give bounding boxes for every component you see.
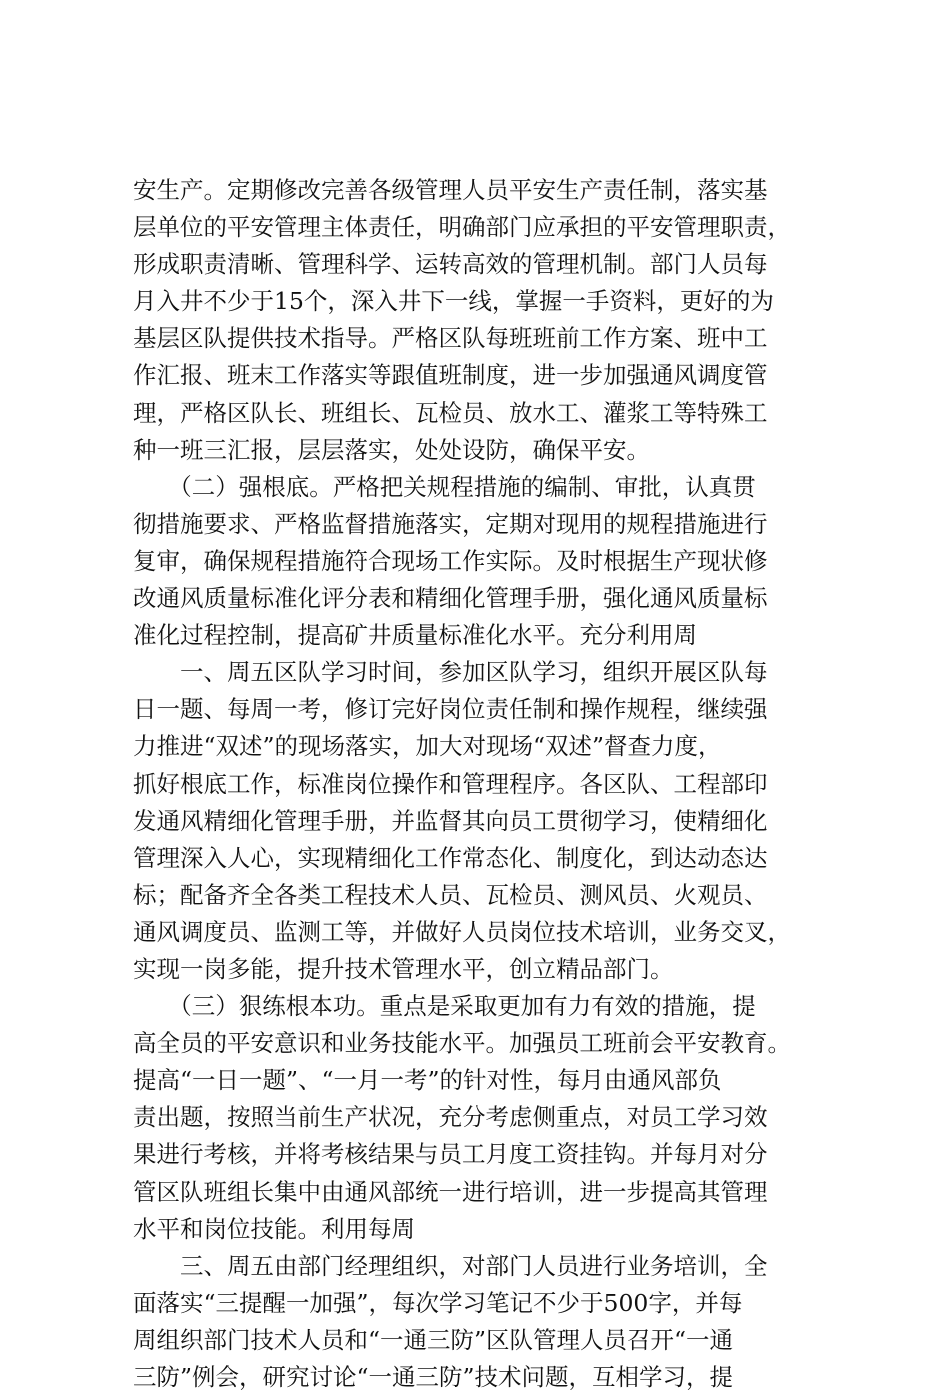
text-line: 理，严格区队长、班组长、瓦检员、放水工、灌浆工等特殊工 (133, 398, 768, 427)
text-line: 种一班三汇报，层层落实，处处设防，确保平安。 (133, 435, 650, 464)
text-line: 形成职责清晰、管理科学、运转高效的管理机制。部门人员每 (133, 250, 768, 279)
text-line: 一、周五区队学习时间，参加区队学习，组织开展区队每 (133, 658, 768, 687)
text-line: 提高“一日一题”、“一月一考”的针对性，每月由通风部负 (133, 1066, 722, 1095)
text-line: 果进行考核，并将考核结果与员工月度工资挂钩。并每月对分 (133, 1140, 768, 1169)
text-line: 基层区队提供技术指导。严格区队每班班前工作方案、班中工 (133, 324, 768, 353)
text-line: 标；配备齐全各类工程技术人员、瓦检员、测风员、火观员、 (133, 880, 768, 909)
text-line: 层单位的平安管理主体责任，明确部门应承担的平安管理职责， (133, 213, 791, 242)
text-line: 三防”例会，研究讨论“一通三防”技术问题，互相学习，提 (133, 1363, 734, 1391)
text-line: 作汇报、班末工作落实等跟值班制度，进一步加强通风调度管 (133, 361, 768, 390)
text-line: 准化过程控制，提高矿井质量标准化水平。充分利用周 (133, 621, 697, 650)
text-line: 月入井不少于15个，深入井下一线，掌握一手资料，更好的为 (133, 287, 774, 316)
text-line: 水平和岗位技能。利用每周 (133, 1214, 415, 1243)
text-line: 面落实“三提醒一加强”，每次学习笔记不少于500字，并每 (133, 1288, 743, 1317)
text-line: 发通风精细化管理手册，并监督其向员工贯彻学习，使精细化 (133, 806, 768, 835)
document-body (133, 172, 823, 1396)
text-line: 安生产。定期修改完善各级管理人员平安生产责任制，落实基 (133, 176, 768, 204)
text-line: 管理深入人心，实现精细化工作常态化、制度化，到达动态达 (133, 843, 768, 872)
text-line: 高全员的平安意识和业务技能水平。加强员工班前会平安教育。 (133, 1029, 791, 1058)
text-line: 通风调度员、监测工等，并做好人员岗位技术培训，业务交叉， (133, 917, 791, 946)
text-line: 周组织部门技术人员和“一通三防”区队管理人员召开“一通 (133, 1325, 734, 1354)
text-line: 改通风质量标准化评分表和精细化管理手册，强化通风质量标 (133, 584, 768, 613)
text-line: 复审，确保规程措施符合现场工作实际。及时根据生产现状修 (133, 546, 768, 575)
text-line: 力推进“双述”的现场落实，加大对现场“双述”督查力度， (133, 732, 722, 761)
text-line: 三、周五由部门经理组织，对部门人员进行业务培训，全 (133, 1251, 768, 1280)
text-line: 责出题，按照当前生产状况，充分考虑侧重点，对员工学习效 (133, 1103, 768, 1132)
text-line: 日一题、每周一考，修订完好岗位责任制和操作规程，继续强 (133, 695, 768, 724)
text-line: 彻措施要求、严格监督措施落实，定期对现用的规程措施进行 (133, 509, 768, 538)
text-line: （三）狠练根本功。重点是采取更加有力有效的措施，提 (133, 992, 756, 1021)
text-line: 管区队班组长集中由通风部统一进行培训，进一步提高其管理 (133, 1177, 768, 1206)
text-line: 抓好根底工作，标准岗位操作和管理程序。各区队、工程部印 (133, 769, 768, 798)
text-line: （二）强根底。严格把关规程措施的编制、审批，认真贯 (133, 472, 756, 501)
text-line: 实现一岗多能，提升技术管理水平，创立精品部门。 (133, 954, 674, 983)
